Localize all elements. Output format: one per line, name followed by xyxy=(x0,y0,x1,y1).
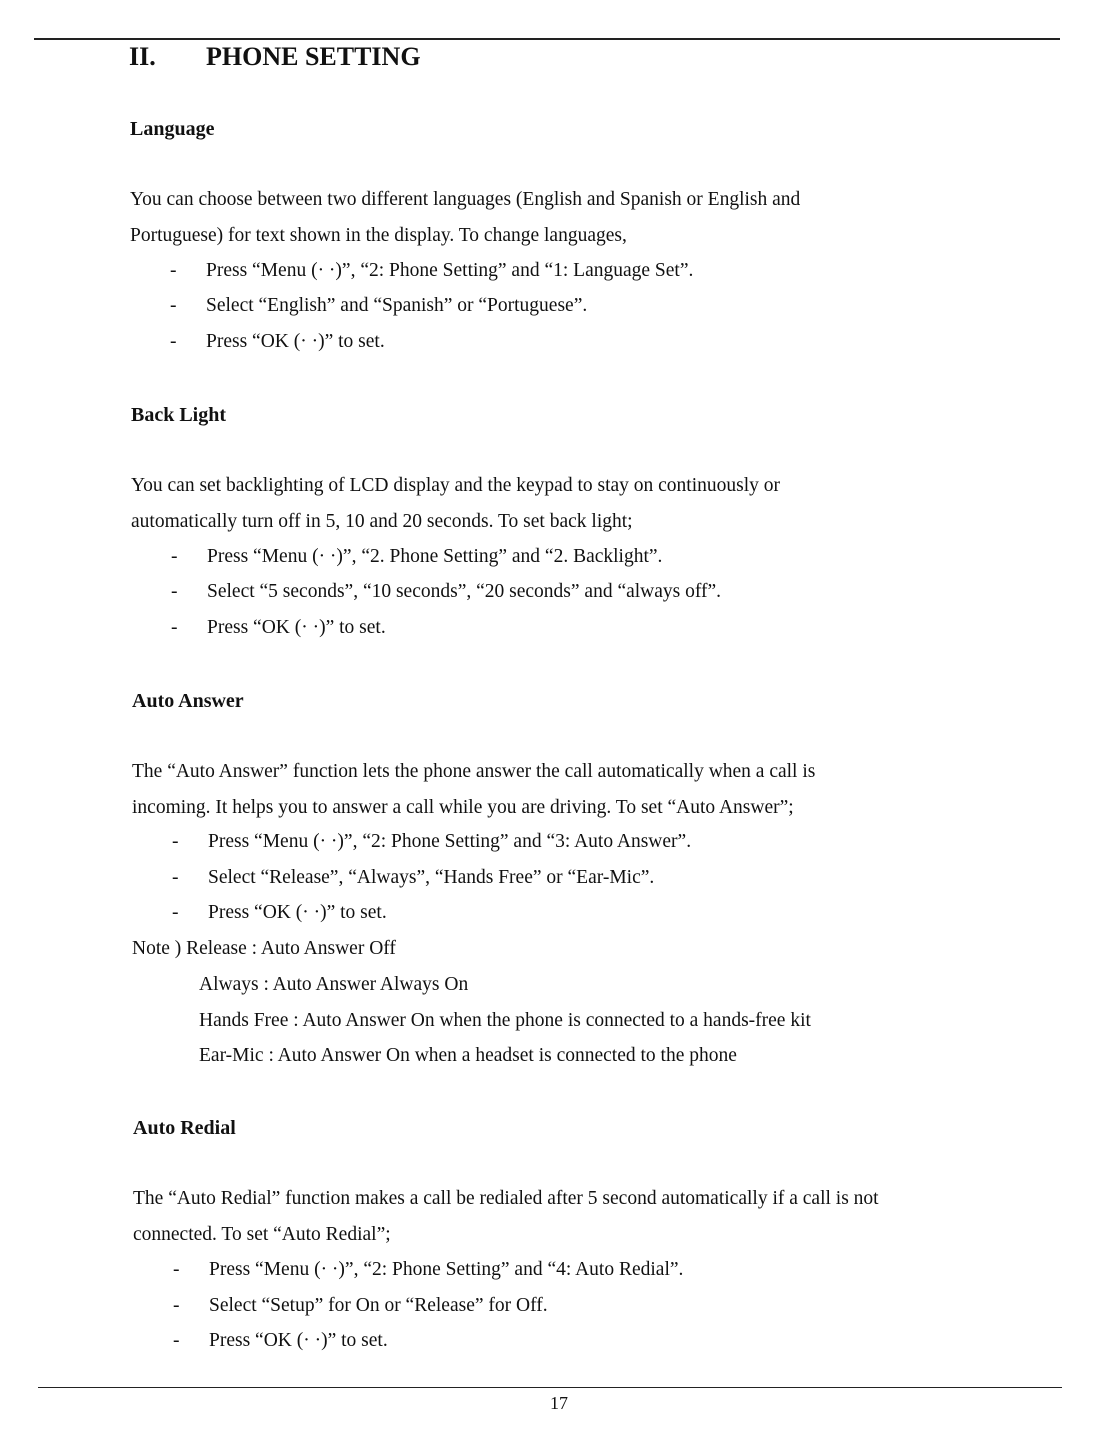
bullet-dash: - xyxy=(171,581,178,602)
list-item-text: Press “Menu (· ·)”, “2: Phone Setting” and “3: Auto Answer”. xyxy=(208,831,692,852)
page-number: 17 xyxy=(550,1393,568,1413)
section-title-text: PHONE SETTING xyxy=(206,42,421,71)
backlight-paragraph xyxy=(131,468,780,539)
bullet-dash: - xyxy=(170,260,177,281)
note-line: Ear-Mic : Auto Answer On when a headset is connected to the phone xyxy=(199,1045,737,1066)
bullet-dash: - xyxy=(172,902,179,923)
language-heading: Language xyxy=(130,118,215,140)
paragraph-line: The “Auto Redial” function makes a call be redialed after 5 second automatically if a call is not xyxy=(133,1188,879,1209)
top-rule xyxy=(34,38,1060,40)
note-first-line: Note ) Release : Auto Answer Off xyxy=(132,938,396,959)
bullet-dash: - xyxy=(171,617,178,638)
paragraph-line: You can choose between two different languages (English and Spanish or English and xyxy=(130,189,801,210)
autoanswer-heading: Auto Answer xyxy=(132,690,244,712)
autoredial-heading: Auto Redial xyxy=(133,1117,236,1139)
note-lines xyxy=(199,967,811,1074)
bullet-dash: - xyxy=(172,831,179,852)
list-item-text: Select “English” and “Spanish” or “Portuguese”. xyxy=(206,295,588,316)
paragraph-line: The “Auto Answer” function lets the phone answer the call automatically when a call is xyxy=(132,761,816,782)
bullet-dash: - xyxy=(171,546,178,567)
list-item-text: Press “Menu (· ·)”, “2. Phone Setting” and “2. Backlight”. xyxy=(207,546,663,567)
list-item-text: Press “OK (· ·)” to set. xyxy=(206,331,385,352)
backlight-heading: Back Light xyxy=(131,404,227,426)
list-item-text: Press “Menu (· ·)”, “2: Phone Setting” and “1: Language Set”. xyxy=(206,260,694,281)
list-item-text: Press “Menu (· ·)”, “2: Phone Setting” and “4: Auto Redial”. xyxy=(209,1259,684,1280)
paragraph-line: connected. To set “Auto Redial”; xyxy=(133,1223,391,1245)
bottom-rule xyxy=(38,1387,1062,1388)
note-line: Always : Auto Answer Always On xyxy=(199,974,469,995)
bullet-dash: - xyxy=(173,1330,180,1351)
note-line: Hands Free : Auto Answer On when the phone is connected to a hands-free kit xyxy=(199,1009,811,1031)
section-number: II. xyxy=(129,42,156,71)
language-paragraph xyxy=(130,182,800,253)
autoredial-paragraph xyxy=(133,1181,879,1252)
section-title xyxy=(129,42,529,74)
list-item-text: Press “OK (· ·)” to set. xyxy=(207,617,386,638)
bullet-dash: - xyxy=(170,331,177,352)
paragraph-line: Portuguese) for text shown in the display. To change languages, xyxy=(130,224,627,246)
bullet-dash: - xyxy=(170,295,177,316)
list-item-text: Select “5 seconds”, “10 seconds”, “20 seconds” and “always off”. xyxy=(207,581,722,602)
bullet-dash: - xyxy=(173,1259,180,1280)
list-item-text: Press “OK (· ·)” to set. xyxy=(208,902,387,923)
list-item-text: Press “OK (· ·)” to set. xyxy=(209,1330,388,1351)
autoanswer-paragraph xyxy=(132,754,815,825)
paragraph-line: automatically turn off in 5, 10 and 20 seconds. To set back light; xyxy=(131,510,633,532)
list-item-text: Select “Setup” for On or “Release” for Off. xyxy=(209,1295,548,1316)
bullet-dash: - xyxy=(172,867,179,888)
list-item-text: Select “Release”, “Always”, “Hands Free” or “Ear-Mic”. xyxy=(208,867,655,888)
paragraph-line: incoming. It helps you to answer a call while you are driving. To set “Auto Answer”; xyxy=(132,796,794,818)
bullet-dash: - xyxy=(173,1295,180,1316)
paragraph-line: You can set backlighting of LCD display and the keypad to stay on continuously or xyxy=(131,475,781,496)
